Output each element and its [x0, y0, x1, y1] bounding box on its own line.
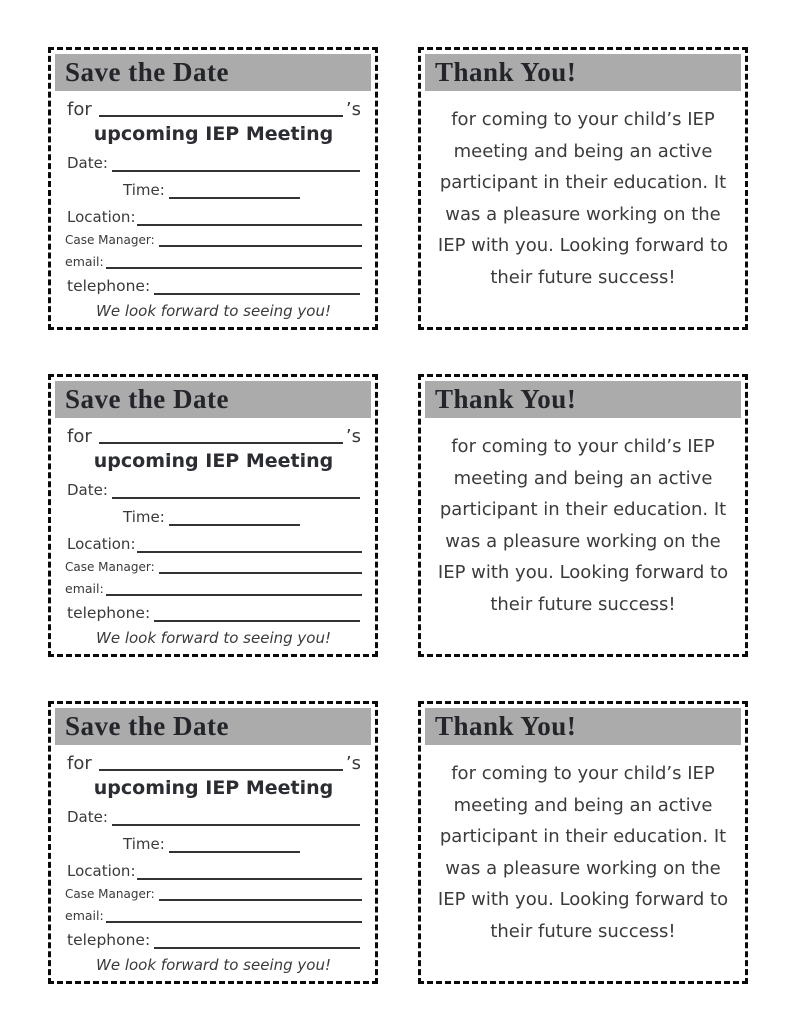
for-label: for [67, 99, 92, 120]
date-blank [112, 818, 360, 826]
thank-message-line: was a pleasure working on the [445, 203, 721, 225]
thank-message-line: for coming to your child’s IEP [451, 436, 715, 457]
possessive-label: ’s [345, 99, 361, 120]
time-label: Time: [123, 835, 165, 853]
card-row-3 [48, 701, 748, 984]
case-manager-field-row [65, 233, 362, 247]
recipient-name-row [67, 753, 361, 774]
card-row-2 [48, 374, 748, 657]
location-blank [137, 872, 363, 880]
email-blank [106, 588, 362, 596]
thank-message-line: for coming to your child’s IEP [451, 763, 715, 784]
thank-card-title: Thank You! [435, 57, 577, 87]
email-field-row [65, 581, 362, 596]
recipient-name-blank [99, 105, 343, 117]
thank-message-line: for coming to your child’s IEP [451, 109, 715, 130]
telephone-blank [154, 941, 360, 949]
card-subtitle: upcoming IEP Meeting [93, 123, 334, 145]
thank-card-body [421, 418, 745, 620]
save-card-header [55, 381, 371, 418]
recipient-name-row [67, 426, 361, 447]
thank-card-header [425, 54, 741, 91]
thank-you-card [418, 701, 748, 984]
card-subtitle: upcoming IEP Meeting [93, 450, 334, 472]
thank-message-line: was a pleasure working on the [445, 857, 721, 879]
recipient-name-row [67, 99, 361, 120]
for-label: for [67, 426, 92, 447]
save-card-title: Save the Date [65, 384, 229, 414]
case-manager-blank [159, 566, 362, 574]
thank-message-line: was a pleasure working on the [445, 530, 721, 552]
email-blank [106, 915, 362, 923]
possessive-label: ’s [345, 426, 361, 447]
thank-card-header [425, 381, 741, 418]
thank-message-line: meeting and being an active [453, 140, 713, 162]
thank-card-body [421, 91, 745, 293]
date-blank [112, 164, 360, 172]
footer-note: We look forward to seeing you! [96, 956, 331, 974]
telephone-blank [154, 614, 360, 622]
thank-card-header [425, 708, 741, 745]
thank-card-body [421, 745, 745, 947]
thank-message-line: IEP with you. Looking forward to [437, 235, 729, 256]
thank-message-line: their future success! [490, 266, 676, 288]
telephone-label: telephone: [67, 277, 151, 295]
email-blank [106, 261, 362, 269]
case-manager-field-row [65, 887, 362, 901]
date-label: Date: [67, 808, 108, 826]
telephone-field-row [67, 277, 360, 295]
location-field-row [67, 862, 362, 880]
date-field-row [67, 481, 360, 499]
time-label: Time: [123, 508, 165, 526]
footer-note: We look forward to seeing you! [96, 629, 331, 647]
save-card-body [51, 745, 375, 974]
date-field-row [67, 808, 360, 826]
email-label: email: [65, 908, 104, 923]
email-field-row [65, 908, 362, 923]
for-label: for [67, 753, 92, 774]
thank-message-line: IEP with you. Looking forward to [437, 889, 729, 910]
time-field-row [123, 181, 300, 199]
time-label: Time: [123, 181, 165, 199]
thank-card-title: Thank You! [435, 384, 577, 414]
date-label: Date: [67, 481, 108, 499]
thank-you-card [418, 374, 748, 657]
telephone-label: telephone: [67, 931, 151, 949]
location-label: Location: [67, 208, 136, 226]
thank-message-line: their future success! [490, 593, 676, 615]
email-field-row [65, 254, 362, 269]
save-the-date-card [48, 701, 378, 984]
email-label: email: [65, 581, 104, 596]
case-manager-blank [159, 893, 362, 901]
time-field-row [123, 508, 300, 526]
thank-message-line: IEP with you. Looking forward to [437, 562, 729, 583]
location-field-row [67, 208, 362, 226]
thank-message-line: meeting and being an active [453, 467, 713, 489]
card-row-1 [48, 47, 748, 330]
case-manager-label: Case Manager: [65, 560, 155, 574]
time-blank [169, 845, 300, 853]
card-subtitle: upcoming IEP Meeting [93, 777, 334, 799]
location-field-row [67, 535, 362, 553]
date-field-row [67, 154, 360, 172]
thank-message-line: participant in their education. It [439, 499, 727, 520]
save-the-date-card [48, 374, 378, 657]
save-card-header [55, 708, 371, 745]
save-card-title: Save the Date [65, 57, 229, 87]
thank-message-line: their future success! [490, 920, 676, 942]
recipient-name-blank [99, 432, 343, 444]
time-blank [169, 518, 300, 526]
thank-message-line: meeting and being an active [453, 794, 713, 816]
thank-message-line: participant in their education. It [439, 826, 727, 847]
recipient-name-blank [99, 759, 343, 771]
save-the-date-card [48, 47, 378, 330]
location-blank [137, 545, 363, 553]
possessive-label: ’s [345, 753, 361, 774]
save-card-body [51, 418, 375, 647]
case-manager-label: Case Manager: [65, 233, 155, 247]
telephone-field-row [67, 604, 360, 622]
location-label: Location: [67, 535, 136, 553]
save-card-body [51, 91, 375, 320]
thank-you-card [418, 47, 748, 330]
location-blank [137, 218, 363, 226]
time-field-row [123, 835, 300, 853]
date-label: Date: [67, 154, 108, 172]
save-card-title: Save the Date [65, 711, 229, 741]
date-blank [112, 491, 360, 499]
footer-note: We look forward to seeing you! [96, 302, 331, 320]
case-manager-label: Case Manager: [65, 887, 155, 901]
time-blank [169, 191, 300, 199]
thank-card-title: Thank You! [435, 711, 577, 741]
telephone-field-row [67, 931, 360, 949]
location-label: Location: [67, 862, 136, 880]
thank-message-line: participant in their education. It [439, 172, 727, 193]
case-manager-field-row [65, 560, 362, 574]
telephone-label: telephone: [67, 604, 151, 622]
case-manager-blank [159, 239, 362, 247]
email-label: email: [65, 254, 104, 269]
telephone-blank [154, 287, 360, 295]
save-card-header [55, 54, 371, 91]
